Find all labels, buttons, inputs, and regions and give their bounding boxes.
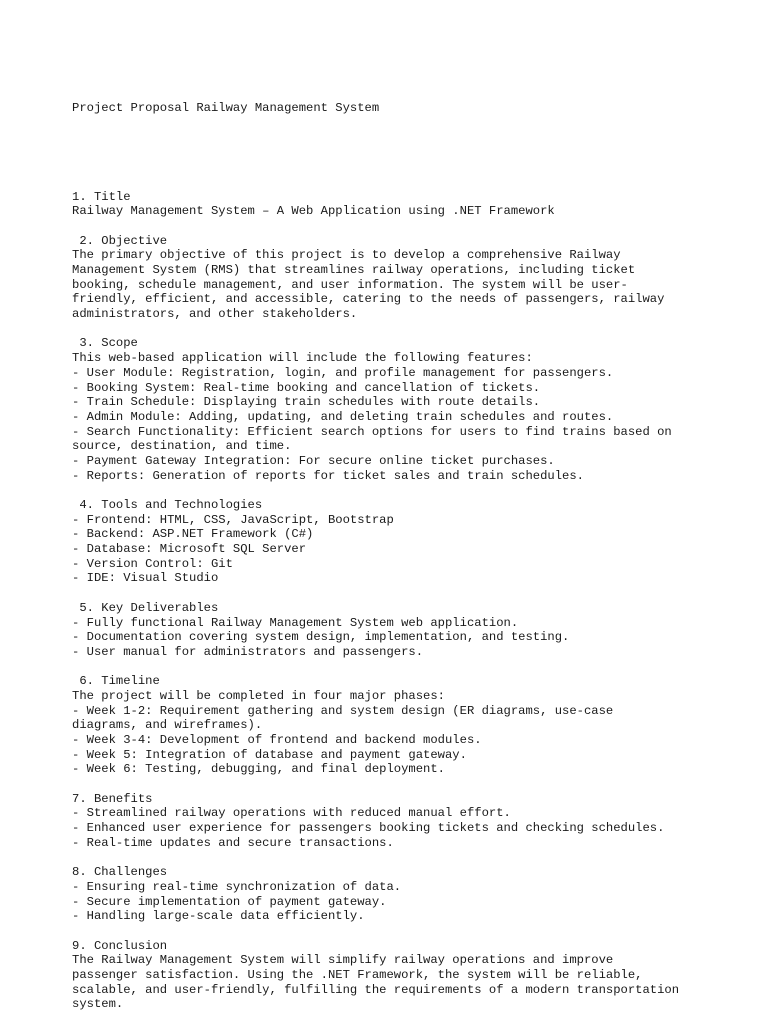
section <box>72 498 722 601</box>
section-text-line: - Search Functionality: Efficient search options for users to find trains based on <box>72 424 672 439</box>
section-heading: 3. Scope <box>72 336 138 351</box>
section-text-line: - Streamlined railway operations with reduced manual effort. <box>72 806 511 821</box>
section-text-line: - Week 3-4: Development of frontend and backend modules. <box>72 733 482 748</box>
section <box>72 674 722 792</box>
section-heading: 5. Key Deliverables <box>72 600 219 615</box>
section-text-line: - Database: Microsoft SQL Server <box>72 542 307 557</box>
section-text-line: - Version Control: Git <box>72 556 233 571</box>
section-text-line: diagrams, and wireframes). <box>72 718 263 733</box>
section <box>72 336 722 498</box>
section-text-line: - Backend: ASP.NET Framework (C#) <box>72 527 314 542</box>
section-text-line: - Admin Module: Adding, updating, and deleting train schedules and routes. <box>72 409 614 424</box>
section-text-line: Railway Management System – A Web Application using .NET Framework <box>72 204 555 219</box>
section-text-line: The primary objective of this project is to develop a comprehensive Railway <box>72 248 621 263</box>
section-heading: 2. Objective <box>72 233 168 248</box>
section <box>72 792 722 865</box>
section-text-line: - User Module: Registration, login, and profile management for passengers. <box>72 365 614 380</box>
section-heading: 7. Benefits <box>72 791 153 806</box>
spacer <box>72 660 722 675</box>
section-text-line: friendly, efficient, and accessible, catering to the needs of passengers, railway <box>72 292 665 307</box>
section-heading: 4. Tools and Technologies <box>72 498 263 513</box>
section-text-line: source, destination, and time. <box>72 439 292 454</box>
spacer <box>72 777 722 792</box>
document-body <box>72 190 722 1013</box>
section-text-line: This web-based application will include the following features: <box>72 351 533 366</box>
section-text-line: - Train Schedule: Displaying train schedules with route details. <box>72 395 541 410</box>
section-text-line: - Fully functional Railway Management System web application. <box>72 615 519 630</box>
section-text-line: - Payment Gateway Integration: For secure online ticket purchases. <box>72 453 555 468</box>
document-page <box>72 72 722 1027</box>
spacer <box>72 586 722 601</box>
section-heading: 1. Title <box>72 189 131 204</box>
section-text-line: - Handling large-scale data efficiently. <box>72 909 365 924</box>
section-text-line: - Reports: Generation of reports for ticket sales and train schedules. <box>72 468 584 483</box>
section <box>72 234 722 337</box>
section-text-line: passenger satisfaction. Using the .NET Framework, the system will be reliable, <box>72 968 643 983</box>
section-text-line: - IDE: Visual Studio <box>72 571 219 586</box>
section <box>72 865 722 938</box>
section-heading: 6. Timeline <box>72 674 160 689</box>
section-text-line: - Booking System: Real-time booking and cancellation of tickets. <box>72 380 541 395</box>
section-text-line: - Week 6: Testing, debugging, and final deployment. <box>72 762 445 777</box>
section-text-line: The project will be completed in four major phases: <box>72 688 445 703</box>
section-text-line: - Week 5: Integration of database and payment gateway. <box>72 747 467 762</box>
section-text-line: scalable, and user-friendly, fulfilling the requirements of a modern transportation <box>72 982 680 997</box>
spacer <box>72 219 722 234</box>
section <box>72 601 722 674</box>
section <box>72 190 722 234</box>
spacer <box>72 851 722 866</box>
section-text-line: booking, schedule management, and user information. The system will be user- <box>72 277 628 292</box>
spacer <box>72 322 722 337</box>
section-heading: 9. Conclusion <box>72 938 168 953</box>
section-text-line: - Secure implementation of payment gateway. <box>72 894 387 909</box>
section-text-line: - Enhanced user experience for passengers booking tickets and checking schedules. <box>72 821 665 836</box>
section-text-line: - Ensuring real-time synchronization of data. <box>72 879 402 894</box>
document-title: Project Proposal Railway Management System <box>72 101 380 116</box>
section-text-line: system. <box>72 997 124 1012</box>
spacer <box>72 924 722 939</box>
section-text-line: - Frontend: HTML, CSS, JavaScript, Bootstrap <box>72 512 394 527</box>
section-text-line: - Week 1-2: Requirement gathering and system design (ER diagrams, use-case <box>72 703 614 718</box>
section-heading: 8. Challenges <box>72 865 168 880</box>
spacer <box>72 483 722 498</box>
section-text-line: - Documentation covering system design, implementation, and testing. <box>72 630 570 645</box>
section-text-line: administrators, and other stakeholders. <box>72 307 358 322</box>
section <box>72 939 722 1012</box>
section-text-line: - User manual for administrators and passengers. <box>72 644 424 659</box>
section-text-line: Management System (RMS) that streamlines railway operations, including ticket <box>72 263 636 278</box>
section-text-line: - Real-time updates and secure transactions. <box>72 835 394 850</box>
section-text-line: The Railway Management System will simplify railway operations and improve <box>72 953 614 968</box>
spacer <box>72 146 722 161</box>
